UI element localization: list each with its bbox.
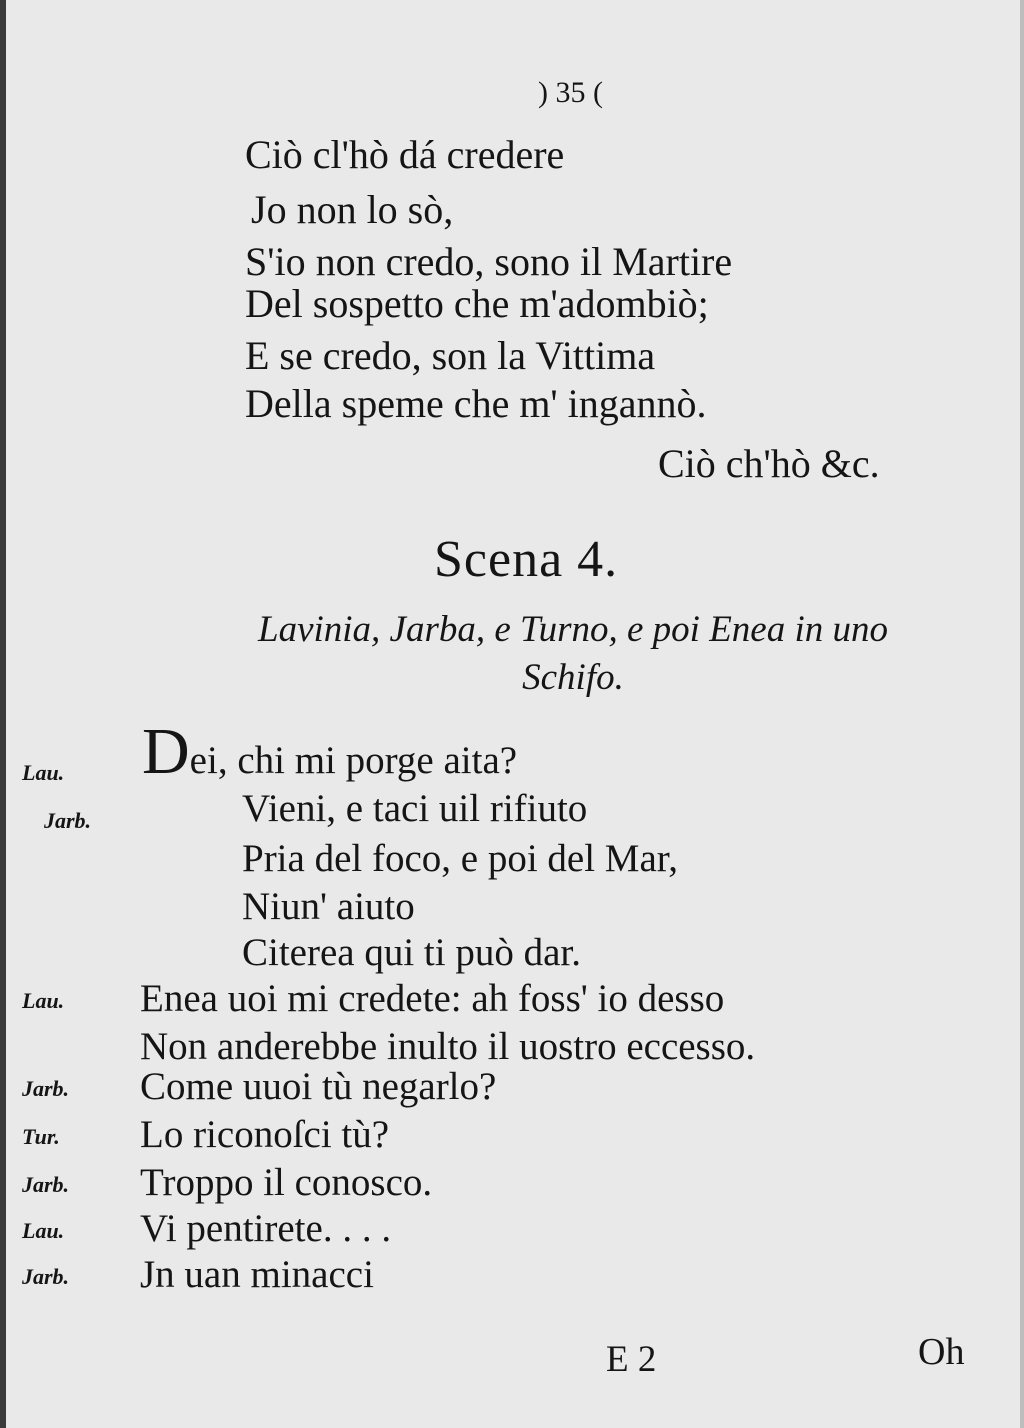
speaker-label: Jarb. (22, 1172, 70, 1197)
dialogue-line: Come uuoi tù negarlo? (140, 1065, 497, 1108)
dialogue-line (142, 715, 518, 788)
aria-line: Del sospetto che m'adombiò; (245, 281, 709, 326)
aria-line: S'io non credo, sono il Martire (245, 239, 733, 284)
page-number: ) 35 ( (538, 76, 603, 109)
characters-list: Lavinia, Jarba, e Turno, e poi Enea in uno Schifo. (258, 609, 888, 698)
catchword: Oh (918, 1331, 965, 1373)
page-edge (1020, 0, 1024, 1428)
dialogue-line: Vi pentirete. . . . (140, 1207, 392, 1250)
scene-title: Scena 4. (434, 531, 619, 588)
dialogue-line: Citerea qui ti può dar. (242, 931, 582, 974)
aria-line: Della speme che m' ingannò. (245, 381, 707, 426)
dialogue-line: Lo riconoſci tù? (140, 1113, 390, 1156)
speaker-label: Lau. (22, 760, 65, 785)
dialogue-line: Jn uan minacci (140, 1253, 374, 1296)
aria-line: Jo non lo sò, (251, 187, 454, 232)
dialogue-line: Niun' aiuto (242, 885, 415, 928)
speaker-label: Tur. (22, 1124, 60, 1149)
aria-line: Ciò cl'hò dá credere (245, 132, 565, 177)
dialogue-line: Enea uoi mi credete: ah foss' io desso (140, 977, 725, 1020)
drop-cap: D (142, 715, 190, 788)
refrain-line: Ciò ch'hò &c. (658, 441, 880, 486)
speaker-label: Lau. (22, 1218, 65, 1243)
dialogue-line: Pria del foco, e poi del Mar, (242, 837, 678, 880)
aria-line: E se credo, son la Vittima (245, 333, 656, 378)
speaker-label: Jarb. (44, 808, 92, 833)
dialogue-line: Non anderebbe inulto il uostro eccesso. (140, 1025, 756, 1068)
speaker-label: Jarb. (22, 1076, 70, 1101)
dialogue-line: Troppo il conosco. (140, 1161, 433, 1204)
signature-mark: E 2 (606, 1339, 657, 1380)
speaker-label: Jarb. (22, 1264, 70, 1289)
dialogue-text: ei, chi mi porge aita? (189, 739, 518, 782)
page-edge-shadow (0, 0, 6, 1428)
speaker-label: Lau. (22, 988, 65, 1013)
dialogue-line: Vieni, e taci uil rifiuto (242, 787, 588, 830)
